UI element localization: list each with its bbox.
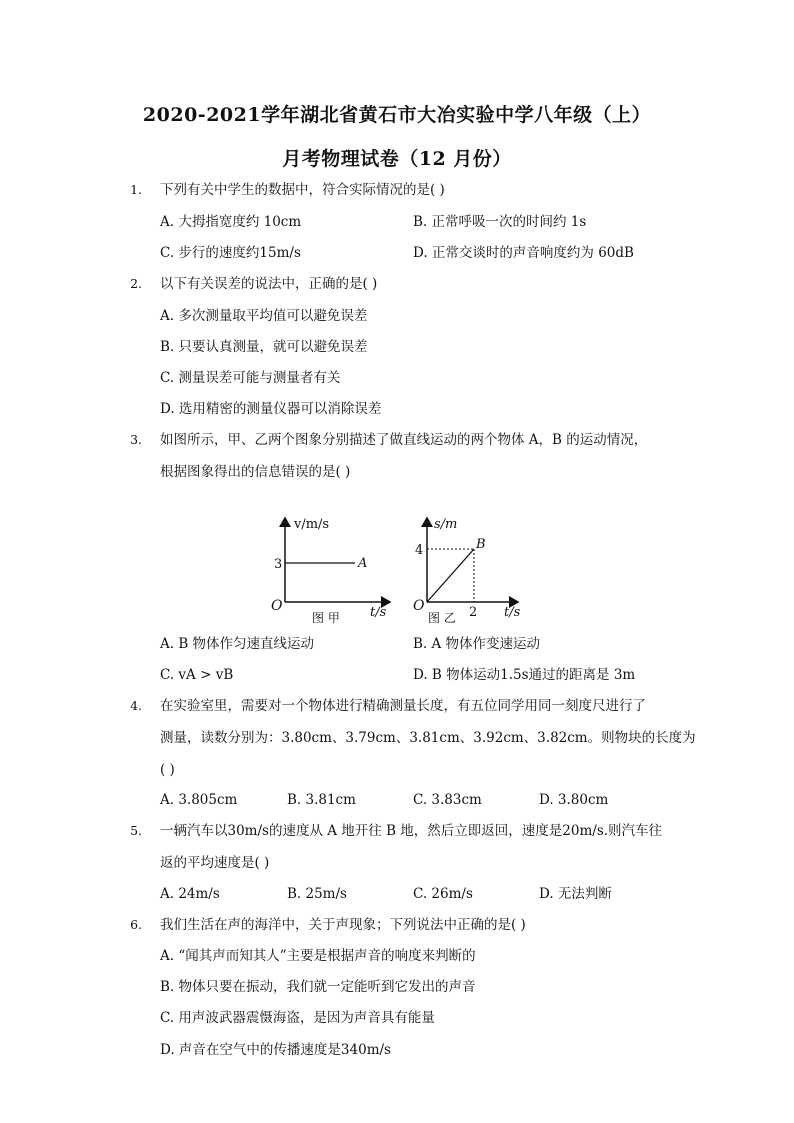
question-stem: 下列有关中学生的数据中，符合实际情况的是( ) [160,182,445,198]
graph-caption: 图 甲 [312,611,340,625]
graph-caption: 图 乙 [428,611,456,625]
graph-jia [262,512,402,626]
option-b: B. 只要认真测量，就可以避免误差 [160,339,368,355]
option-c: C. 26m/s [413,886,473,902]
option-d: D. 正常交谈时的声音响度约为 60dB [413,245,634,261]
question-stem: 以下有关误差的说法中，正确的是( ) [160,276,378,292]
y-tick-label: 3 [274,557,283,572]
question-stem-line1: 在实验室里，需要对一个物体进行精确测量长度，有五位同学用同一刻度尺进行了 [160,698,646,714]
x-tick-label: 2 [469,605,478,620]
series-label: A [358,556,368,571]
option-d: D. 无法判断 [539,886,612,902]
option-d: D. 声音在空气中的传播速度是340m/s [160,1042,391,1058]
option-c: C. 用声波武器震慑海盗，是因为声音具有能量 [160,1010,435,1026]
option-a: A. 24m/s [160,886,220,902]
option-b: B. 25m/s [287,886,347,902]
option-a: A. 多次测量取平均值可以避免误差 [160,308,368,324]
y-axis-label: s/m [434,517,458,532]
option-a: A. 大拇指宽度约 10cm [160,214,302,230]
option-c: C. 测量误差可能与测量者有关 [160,370,341,386]
question-stem-line2: 根据图象得出的信息错误的是( ) [160,464,351,480]
question-stem-line3: ( ) [160,762,175,778]
option-b: B. 正常呼吸一次的时间约 1s [413,214,587,230]
graph-yi [410,512,530,626]
y-tick-label: 4 [415,543,424,558]
y-axis-label: v/m/s [294,517,330,532]
series-line-b [427,549,474,602]
x-axis-label: t/s [370,605,387,620]
origin-label: O [271,598,283,614]
option-a: A. “闻其声而知其人”主要是根据声音的响度来判断的 [160,948,476,964]
question-stem-line1: 一辆汽车以30m/s的速度从 A 地开往 B 地，然后立即返回，速度是20m/s.则汽车往 [160,823,663,839]
option-b: B. 3.81cm [287,792,356,808]
question-number: 4. [130,698,142,713]
option-d: D. 3.80cm [539,792,609,808]
question-stem: 我们生活在声的海洋中，关于声现象；下列说法中正确的是( ) [160,917,526,933]
question-number: 1. [130,182,142,197]
question-number: 3. [130,432,142,447]
series-label: B [476,537,486,552]
question-number: 2. [130,276,142,291]
option-a: A. 3.805cm [160,792,238,808]
origin-label: O [413,598,425,614]
option-c: C. 3.83cm [413,792,482,808]
page-title-line2: 月考物理试卷（12 月份） [282,148,512,170]
question-number: 5. [130,823,142,838]
question-number: 6. [130,917,142,932]
option-b: B. A 物体作变速运动 [413,636,541,652]
option-d: D. B 物体运动1.5s通过的距离是 3m [413,667,636,683]
question-stem-line2: 返的平均速度是( ) [160,855,270,871]
option-c: C. vA > vB [160,667,234,683]
question-stem-line2: 测量，读数分别为：3.80cm、3.79cm、3.81cm、3.92cm、3.82cm。则物块的长度为 [160,730,696,746]
option-a: A. B 物体作匀速直线运动 [160,636,315,652]
option-c: C. 步行的速度约15m/s [160,245,301,261]
page-title-line1: 2020-2021学年湖北省黄石市大冶实验中学八年级（上） [142,104,652,126]
question-stem-line1: 如图所示，甲、乙两个图象分别描述了做直线运动的两个物体 A，B 的运动情况， [160,432,648,448]
x-axis-label: t/s [504,605,521,620]
option-d: D. 选用精密的测量仪器可以消除误差 [160,401,382,417]
option-b: B. 物体只要在振动，我们就一定能听到它发出的声音 [160,979,476,995]
